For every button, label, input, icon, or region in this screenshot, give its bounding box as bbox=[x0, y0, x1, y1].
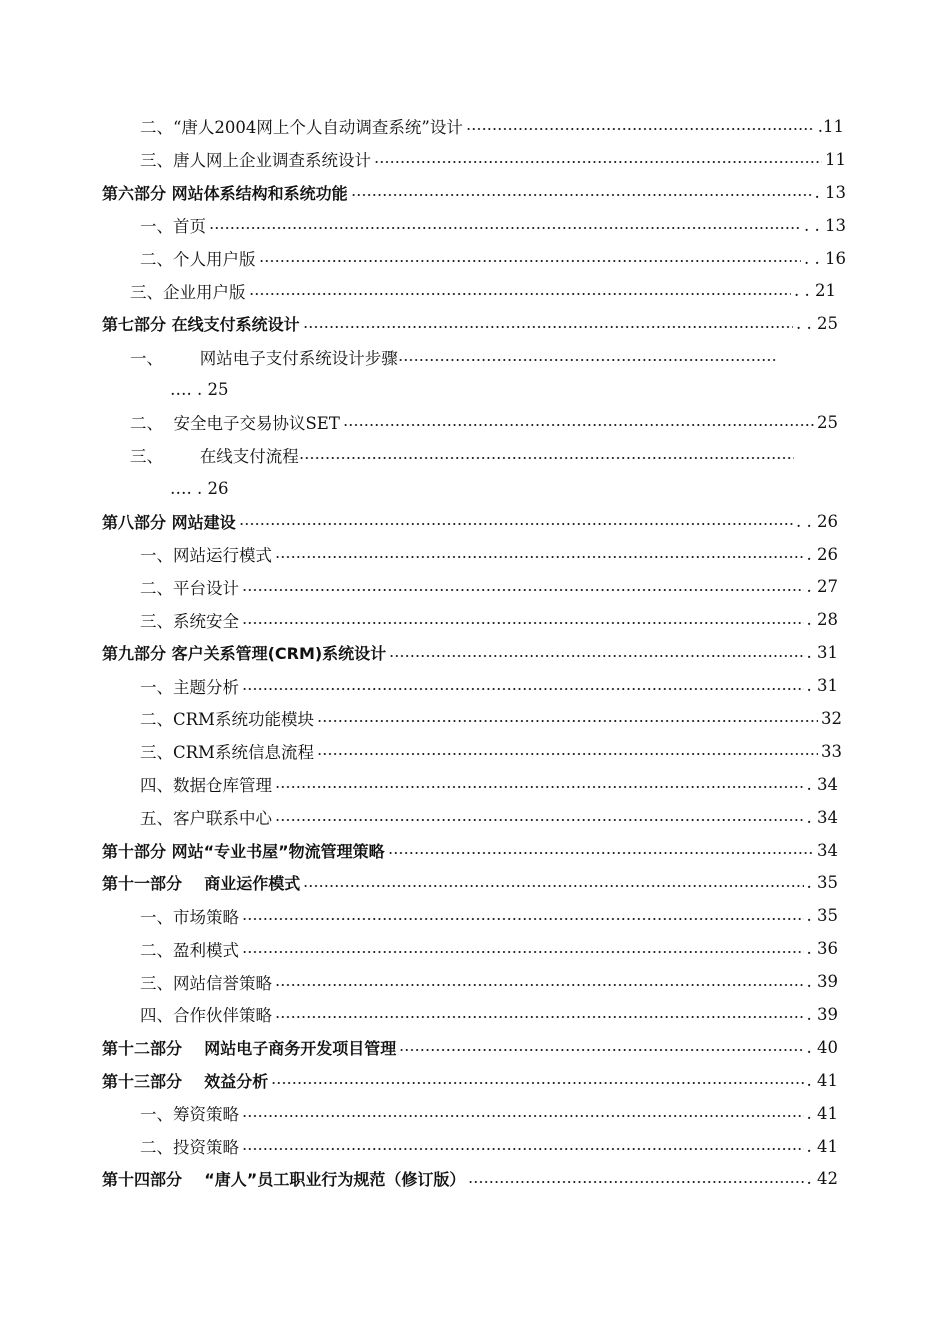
toc-entry[interactable] bbox=[0, 932, 950, 965]
toc-entry-label: 一、首页 bbox=[140, 213, 208, 237]
toc-entry-page: . 36 bbox=[806, 939, 838, 959]
dot-leader bbox=[388, 852, 814, 854]
toc-entry-page: 33 bbox=[821, 741, 842, 761]
toc-entry-label: 二、平台设计 bbox=[140, 575, 241, 599]
toc-entry-page: . 39 bbox=[806, 972, 838, 992]
toc-entry-page: . 13 bbox=[814, 182, 846, 202]
toc-entry[interactable] bbox=[0, 1097, 950, 1130]
toc-entry-page: . 31 bbox=[806, 676, 838, 696]
toc-entry-label: 二、个人用户版 bbox=[140, 246, 258, 270]
toc-entry-page: .11 bbox=[817, 116, 844, 136]
toc-entry-label: 二、盈利模式 bbox=[140, 937, 241, 961]
toc-part-entry[interactable] bbox=[0, 636, 950, 669]
dot-leader bbox=[317, 720, 818, 722]
dot-leader bbox=[259, 260, 802, 262]
toc-entry[interactable] bbox=[0, 801, 950, 834]
toc-entry-page: . . 13 bbox=[804, 215, 846, 235]
dot-leader bbox=[303, 885, 803, 887]
toc-entry[interactable] bbox=[0, 110, 950, 143]
toc-entry-label: 二、“唐人2004网上个人自动调查系统”设计 bbox=[140, 114, 465, 138]
toc-entry[interactable] bbox=[0, 439, 950, 472]
dot-leader bbox=[343, 424, 814, 426]
toc-entry-label: 第十部分 网站“专业书屋”物流管理策略 bbox=[102, 839, 387, 862]
toc-entry-label: 第十四部分 “唐人”员工职业行为规范（修订版） bbox=[102, 1167, 467, 1190]
toc-entry[interactable] bbox=[0, 274, 950, 307]
dot-leader bbox=[242, 951, 804, 953]
toc-entry-page: . 31 bbox=[806, 643, 838, 663]
dot-leader bbox=[351, 194, 812, 196]
toc-entry-label: 一、网站运行模式 bbox=[140, 542, 274, 566]
toc-part-entry[interactable] bbox=[0, 505, 950, 538]
toc-entry-label: 第十一部分 商业运作模式 bbox=[102, 871, 302, 894]
toc-entry-page: . 34 bbox=[806, 774, 838, 794]
dot-leader bbox=[398, 359, 778, 361]
toc-entry-page: 34 bbox=[817, 840, 838, 860]
toc-entry-label: 一、 网站电子支付系统设计步骤 bbox=[130, 348, 398, 368]
toc-entry-page: . 34 bbox=[806, 807, 838, 827]
dot-leader bbox=[209, 227, 801, 229]
toc-entry[interactable] bbox=[0, 768, 950, 801]
toc-entry[interactable] bbox=[0, 1130, 950, 1163]
toc-entry-label: 三、系统安全 bbox=[140, 608, 241, 632]
toc-part-entry[interactable] bbox=[0, 1064, 950, 1097]
dot-leader bbox=[275, 984, 804, 986]
toc-entry-label: 一、市场策略 bbox=[140, 904, 241, 928]
dot-leader bbox=[374, 161, 822, 163]
toc-entry-label: 四、合作伙伴策略 bbox=[140, 1002, 274, 1026]
toc-part-entry[interactable] bbox=[0, 866, 950, 899]
toc-entry-label: 三、CRM系统信息流程 bbox=[140, 739, 316, 763]
toc-part-entry[interactable] bbox=[0, 176, 950, 209]
toc-part-entry[interactable] bbox=[0, 1031, 950, 1064]
toc-entry[interactable] bbox=[0, 209, 950, 242]
dot-leader bbox=[242, 622, 804, 624]
toc-entry-page: . . 21 bbox=[794, 281, 836, 301]
dot-leader bbox=[242, 688, 804, 690]
toc-entry-continuation bbox=[0, 373, 950, 406]
toc-entry-page: . . 16 bbox=[804, 248, 846, 268]
toc-entry-label: 二、投资策略 bbox=[140, 1134, 241, 1158]
toc-entry-page: . . 26 bbox=[796, 511, 838, 531]
toc-entry-page: 32 bbox=[821, 708, 842, 728]
toc-entry-page: …. . 25 bbox=[170, 380, 229, 400]
toc-entry-page: . 41 bbox=[806, 1103, 838, 1123]
toc-entry-page: 11 bbox=[825, 149, 846, 169]
dot-leader bbox=[399, 1049, 803, 1051]
toc-entry[interactable] bbox=[0, 570, 950, 603]
toc-entry[interactable] bbox=[0, 899, 950, 932]
dot-leader bbox=[242, 589, 804, 591]
toc-entry-label: 三、 在线支付流程 bbox=[130, 447, 299, 467]
toc-entry-page: . 35 bbox=[806, 873, 838, 893]
toc-entry-label: 第八部分 网站建设 bbox=[102, 510, 238, 533]
toc-entry-continuation bbox=[0, 472, 950, 505]
toc-entry[interactable] bbox=[0, 669, 950, 702]
toc-entry[interactable] bbox=[0, 143, 950, 176]
dot-leader bbox=[242, 1148, 804, 1150]
toc-entry[interactable] bbox=[0, 998, 950, 1031]
toc-part-entry[interactable] bbox=[0, 1163, 950, 1196]
dot-leader bbox=[239, 523, 793, 525]
toc-entry[interactable] bbox=[0, 603, 950, 636]
toc-entry-label: 二、CRM系统功能模块 bbox=[140, 706, 316, 730]
dot-leader bbox=[303, 326, 793, 328]
dot-leader bbox=[275, 786, 804, 788]
toc-entry-label: 第九部分 客户关系管理(CRM)系统设计 bbox=[102, 641, 388, 664]
toc-entry-label: 三、唐人网上企业调查系统设计 bbox=[140, 147, 373, 171]
toc-entry-label: 三、企业用户版 bbox=[130, 279, 248, 303]
dot-leader bbox=[466, 128, 815, 130]
dot-leader bbox=[242, 1115, 804, 1117]
toc-entry-label: 一、筹资策略 bbox=[140, 1101, 241, 1125]
dot-leader bbox=[389, 655, 803, 657]
dot-leader bbox=[299, 457, 794, 459]
dot-leader bbox=[317, 753, 818, 755]
toc-entry-label: 二、 安全电子交易协议SET bbox=[130, 410, 342, 434]
toc-entry-page: . 35 bbox=[806, 906, 838, 926]
toc-entry-page: . 39 bbox=[806, 1004, 838, 1024]
toc-entry-page: . 26 bbox=[806, 544, 838, 564]
dot-leader bbox=[271, 1082, 803, 1084]
dot-leader bbox=[275, 819, 804, 821]
toc-entry-page: 25 bbox=[817, 412, 838, 432]
toc-entry[interactable] bbox=[0, 702, 950, 735]
toc-entry-page: . . 25 bbox=[796, 314, 838, 334]
toc-entry-page: . 27 bbox=[806, 577, 838, 597]
toc-entry-label: 一、主题分析 bbox=[140, 674, 241, 698]
toc-entry[interactable] bbox=[0, 406, 950, 439]
toc-entry-label: 五、客户联系中心 bbox=[140, 805, 274, 829]
toc-entry[interactable] bbox=[0, 538, 950, 571]
dot-leader bbox=[468, 1181, 803, 1183]
toc-entry-page: . 41 bbox=[806, 1070, 838, 1090]
dot-leader bbox=[275, 1016, 804, 1018]
dot-leader bbox=[242, 918, 804, 920]
dot-leader bbox=[275, 556, 804, 558]
toc-part-entry[interactable] bbox=[0, 834, 950, 867]
toc-entry[interactable] bbox=[0, 340, 950, 373]
toc-entry-label: 三、网站信誉策略 bbox=[140, 970, 274, 994]
toc-entry-page: . 42 bbox=[806, 1169, 838, 1189]
dot-leader bbox=[249, 293, 792, 295]
toc-entry-label: 第七部分 在线支付系统设计 bbox=[102, 312, 302, 335]
toc-entry-page: …. . 26 bbox=[170, 478, 229, 498]
toc-entry-page: . 40 bbox=[806, 1037, 838, 1057]
toc-entry[interactable] bbox=[0, 965, 950, 998]
toc-part-entry[interactable] bbox=[0, 307, 950, 340]
toc-entry-label: 四、数据仓库管理 bbox=[140, 772, 274, 796]
toc-entry-page: . 28 bbox=[806, 610, 838, 630]
toc-entry[interactable] bbox=[0, 735, 950, 768]
table-of-contents bbox=[0, 110, 950, 1195]
toc-entry-page: . 41 bbox=[806, 1136, 838, 1156]
toc-entry[interactable] bbox=[0, 242, 950, 275]
toc-entry-label: 第六部分 网站体系结构和系统功能 bbox=[102, 181, 350, 204]
toc-entry-label: 第十三部分 效益分析 bbox=[102, 1069, 270, 1092]
toc-entry-label: 第十二部分 网站电子商务开发项目管理 bbox=[102, 1036, 398, 1059]
